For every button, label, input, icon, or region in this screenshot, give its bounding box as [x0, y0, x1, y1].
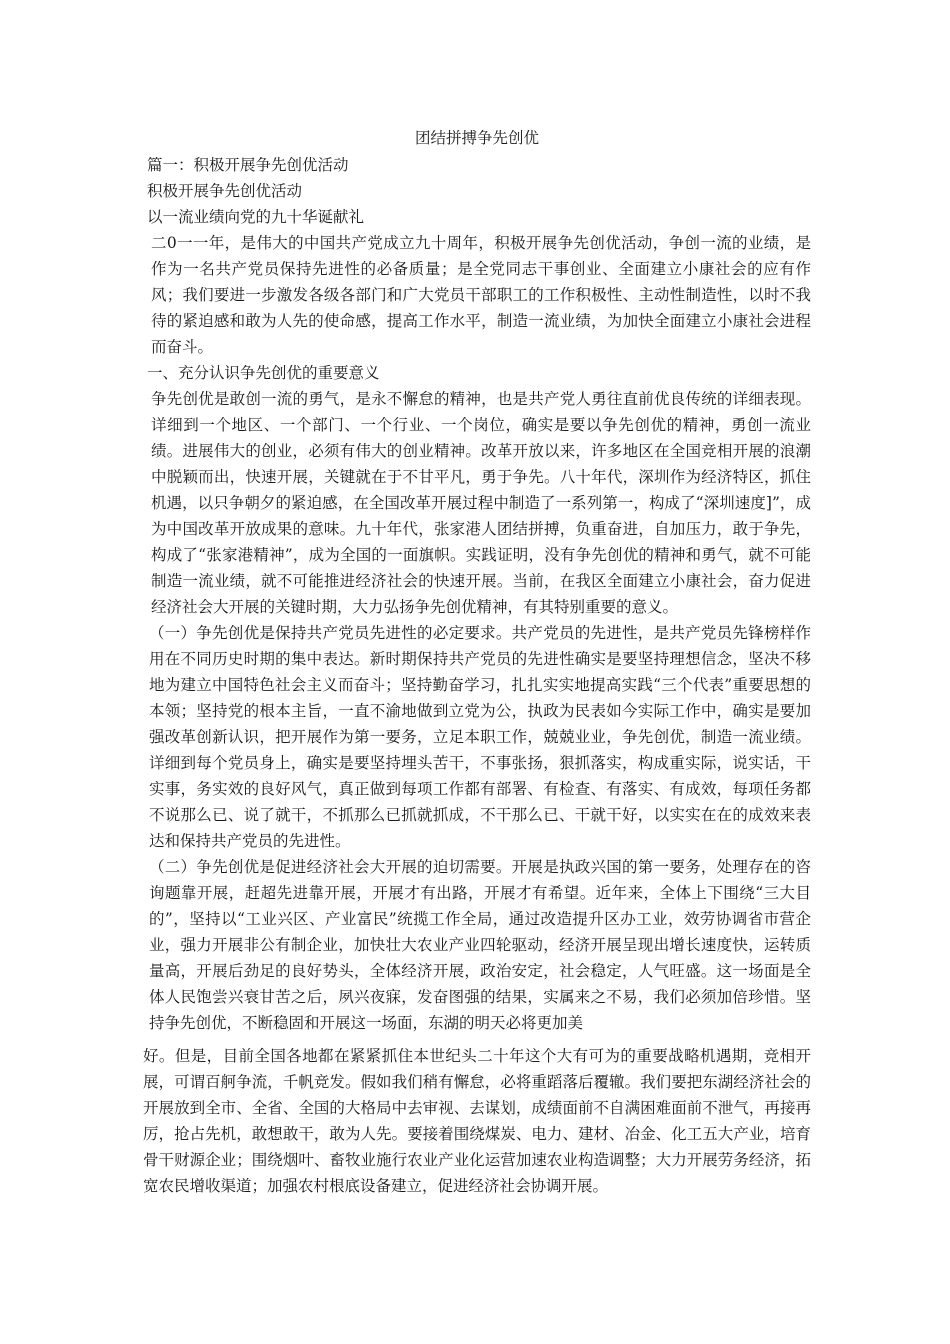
heading-part-one: 篇一：积极开展争先创优活动 [147, 156, 349, 174]
section-1-paragraph: 争先创优是敢创一流的勇气，是永不懈怠的精神，也是共产党人勇往直前优良传统的详细表现。详细到一个地区、一个部门、一个行业、一个岗位，确实是要以争先创优的精神，勇创一流业绩。进展伟大的创业，必须有伟大的创业精神。改革开放以来，许多地区在全国竞相开展的浪潮中脱颖而出，快速开展，关键就在于不甘平凡，勇于争先。八十年代，深圳作为经济特区，抓住机遇，以只争朝夕的紧迫感，在全国改革开展过程中制造了一系列第一，构成了“深圳速度]”，成为中国改革开放成果的意味。九十年代，张家港人团结拼搏，负重奋进，自加压力，敢于争先，构成了“张家港精神”，成为全国的一面旗帜。实践证明，没有争先创优的精神和勇气，就不可能制造一流业绩，就不可能推进经济社会的快速开展。当前，在我区全面建立小康社会，奋力促进经济社会大开展的关键时期，大力弘扬争先创优精神，有其特别重要的意义。 [151, 390, 811, 616]
heading-dedication: 以一流业绩向党的九十华诞献礼 [147, 208, 365, 226]
document-page [143, 125, 811, 1036]
continuation-paragraph: 好。但是，目前全国各地都在紧紧抓住本世纪头二十年这个大有可为的重要战略机遇期，竞相开展，可谓百舸争流，千帆竞发。假如我们稍有懈怠，必将重蹈落后覆辙。我们要把东湖经济社会的开展放到全市、全省、全国的大格局中去审视、去谋划，成绩面前不自满困难面前不泄气，再接再厉，抢占先机，敢想敢干，敢为人先。要接着围绕煤炭、电力、建材、冶金、化工五大产业，培育骨干财源企业；围绕烟叶、畜牧业施行农业产业化运营加速农业构造调整；大力开展劳务经济，拓宽农民增收渠道；加强农村根底设备建立，促进经济社会协调开展。 [143, 1047, 811, 1195]
heading-activity: 积极开展争先创优活动 [147, 182, 303, 200]
intro-paragraph: 二0一一年，是伟大的中国共产党成立九十周年，积极开展争先创优活动，争创一流的业绩，是作为一名共产党员保持先进性的必备质量；是全党同志干事创业、全面建立小康社会的应有作风；我们要进一步激发各级各部门和广大党员干部职工的工作积极性、主动性制造性，以时不我待的紧迫感和敢为人先的使命感，提高工作水平，制造一流业绩，为加快全面建立小康社会进程而奋斗。 [151, 234, 811, 356]
point-1-paragraph: （一）争先创优是保持共产党员先进性的必定要求。共产党员的先进性，是共产党员先锋榜样作用在不同历史时期的集中表达。新时期保持共产党员的先进性确实是要坚持理想信念，坚决不移地为建立中国特色社会主义而奋斗；坚持勤奋学习，扎扎实实地提高实践“三个代表”重要思想的本领；坚持党的根本主旨，一直不渝地做到立党为公，执政为民表如今实际工作中，确实是要加强改革创新认识，把开展作为第一要务，立足本职工作，兢兢业业，争先创优，制造一流业绩。详细到每个党员身上，确实是要坚持埋头苦干，不事张扬，狠抓落实，构成重实际，说实话，干实事，务实效的良好风气，真正做到每项工作都有部署、有检查、有落实、有成效，每项任务都不说那么已、说了就干，不抓那么已抓就抓成，不干那么已、干就干好，以实实在在的成效来表达和保持共产党员的先进性。 [149, 624, 811, 850]
document-title: 团结拼搏争先创优 [414, 129, 539, 147]
section-1-heading: 一、充分认识争先创优的重要意义 [147, 364, 380, 382]
point-2-paragraph: （二）争先创优是促进经济社会大开展的迫切需要。开展是执政兴国的第一要务，处理存在的咨询题靠开展，赶超先进靠开展，开展才有出路，开展才有希望。近年来，全体上下围绕“三大目的”，坚持以“工业兴区、产业富民”统揽工作全局，通过改造提升区办工业，效劳协调省市营企业，强力开展非公有制企业，加快壮大农业产业四轮驱动，经济开展呈现出增长速度快，运转质量高，开展后劲足的良好势头，全体经济开展，政治安定，社会稳定，人气旺盛。这一场面是全体人民饱尝兴衰甘苦之后，夙兴夜寐，发奋图强的结果，实属来之不易，我们必须加倍珍惜。坚持争先创优，不断稳固和开展这一场面，东湖的明天必将更加美 [149, 858, 811, 1032]
